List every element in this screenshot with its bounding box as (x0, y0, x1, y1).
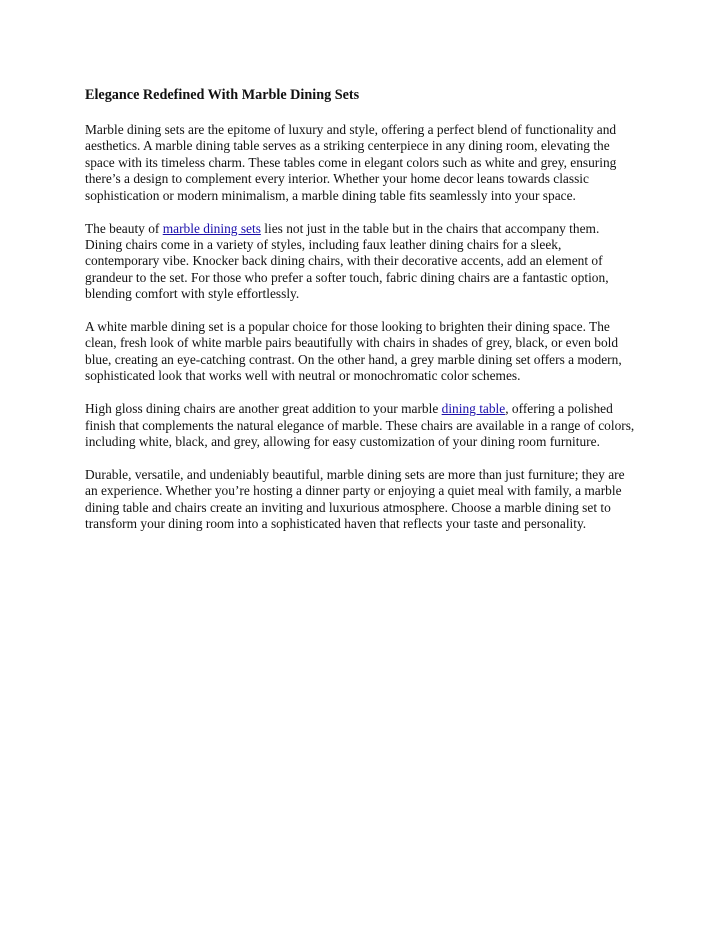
paragraph-chairs (85, 221, 637, 303)
paragraph-text: , offering a polished finish that complements the natural elegance of marble. These chairs are available in a range of colors, including white, black, and grey, allowing for easy customization of your dining room furniture. (85, 401, 635, 449)
paragraph-high-gloss (85, 401, 637, 450)
document-title: Elegance Redefined With Marble Dining Sets (85, 87, 360, 103)
paragraph-text: lies not just in the table but in the chairs that accompany them. Dining chairs come in a variety of styles, including faux leather dining chairs for a sleek, contemporary vibe. Knocker back dining chairs, with their decorative accents, add an element of grandeur to the set. For those who prefer a softer touch, fabric dining chairs are a fantastic option, blending comfort with style effortlessly. (85, 220, 609, 302)
paragraph-conclusion: Durable, versatile, and undeniably beautiful, marble dining sets are more than just furniture; they are an experience. Whether you’re hosting a dinner party or enjoying a quiet meal with family, a marble dining table and chairs create an inviting and luxurious atmosphere. Choose a marble dining set to transform your dining room into a sophisticated haven that reflects your taste and personality. (85, 466, 625, 532)
paragraph-white-marble: A white marble dining set is a popular choice for those looking to brighten their dining space. The clean, fresh look of white marble pairs beautifully with chairs in shades of grey, black, or even bold blue, creating an eye-catching contrast. On the other hand, a grey marble dining set offers a modern, sophisticated look that works well with neutral or monochromatic color schemes. (85, 319, 622, 384)
marble-dining-sets-link[interactable]: marble dining sets (162, 220, 261, 236)
paragraph-text: High gloss dining chairs are another great addition to your marble (85, 401, 442, 417)
paragraph-intro: Marble dining sets are the epitome of luxury and style, offering a perfect blend of functionality and aesthetics. A marble dining table serves as a striking centerpiece in any dining room, elevating the space with its timeless charm. These tables come in elegant colors such as white and grey, ensuring there’s a design to complement every interior. Whether your home decor leans towards classic sophistication or modern minimalism, a marble dining table fits seamlessly into your space. (85, 122, 617, 203)
document-body (85, 86, 637, 549)
dining-table-link[interactable]: dining table (441, 401, 506, 417)
paragraph-text: The beauty of (85, 220, 163, 236)
